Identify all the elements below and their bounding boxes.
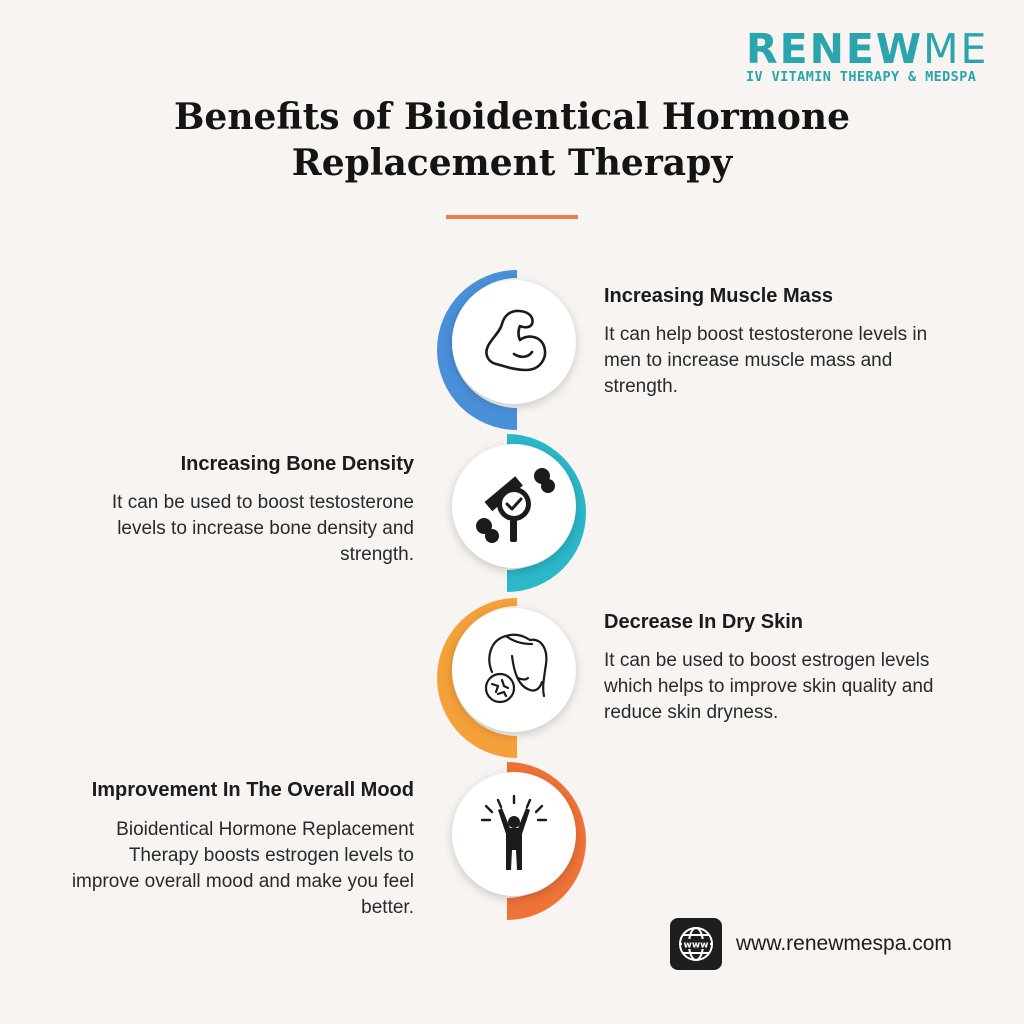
bone-check-icon [472, 464, 556, 548]
item-desc-muscle: It can help boost testosterone levels in men to increase muscle mass and strength. [604, 324, 928, 397]
item-desc-mood: Bioidentical Hormone Replacement Therapy boosts estrogen levels to improve overall mood and make you feel better. [71, 819, 414, 918]
logo-wordmark [746, 25, 989, 73]
item-title-muscle: Increasing Muscle Mass [604, 285, 833, 307]
globe-www-icon [670, 918, 722, 970]
item-title-mood: Improvement In The Overall Mood [91, 779, 414, 801]
brand-logo [746, 25, 989, 85]
title-divider [446, 215, 578, 219]
icon-disk-mood [452, 772, 576, 896]
timeline-node-skin [437, 596, 587, 746]
page-title: Benefits of Bioidentical Hormone Replacement Therapy [173, 96, 851, 184]
logo-light-text: ME [923, 25, 989, 73]
item-desc-bone: It can be used to boost testosterone levels to increase bone density and strength. [111, 492, 414, 565]
icon-disk-bone [452, 444, 576, 568]
item-title-skin: Decrease In Dry Skin [604, 611, 803, 633]
logo-bold-text: RENEW [746, 25, 924, 73]
logo-tagline: IV VITAMIN THERAPY & MEDSPA [746, 69, 977, 85]
website-link[interactable] [670, 918, 952, 970]
icon-disk-skin [452, 608, 576, 732]
website-url[interactable]: www.renewmespa.com [736, 932, 952, 955]
icon-disk-muscle [452, 280, 576, 404]
happy-person-icon [472, 792, 556, 876]
timeline-node-mood [437, 760, 587, 910]
timeline-node-muscle [437, 268, 587, 418]
svg-text:www: www [683, 940, 709, 951]
face-skin-icon [472, 628, 556, 712]
item-desc-skin: It can be used to boost estrogen levels which helps to improve skin quality and reduce skin dryness. [604, 650, 934, 723]
flexed-arm-icon [474, 302, 554, 382]
timeline-node-bone [437, 432, 587, 582]
item-title-bone: Increasing Bone Density [180, 453, 414, 475]
